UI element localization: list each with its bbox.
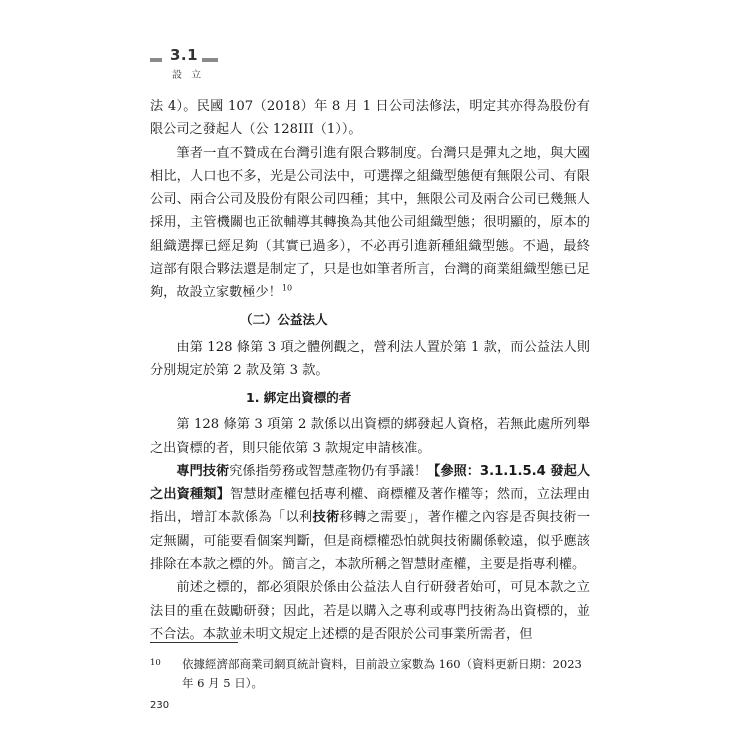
footnote-text: 依據經濟部商業司網頁統計資料，目前設立家數為 160（資料更新日期：2023 年 6 月 5 日）。 bbox=[182, 657, 582, 690]
paragraph-2 bbox=[150, 142, 590, 305]
paragraph-3: 由第 128 條第 3 項之體例觀之，營利法人置於第 1 款，而公益法人則分別規定於第 2 款及第 3 款。 bbox=[150, 339, 590, 378]
paragraph-6: 前述之標的，都必須限於係由公益法人自行研發者始可，可見本款之立法目的重在鼓勵研發；因此，若是以購入之專利或專門技術為出資標的，並不合法。本款並未明文規定上述標的是否限於公司事業所需者，但 bbox=[150, 580, 590, 642]
header-rule-left bbox=[150, 58, 162, 62]
footnote-ref: 10 bbox=[281, 283, 293, 293]
paragraph-5 bbox=[150, 460, 590, 576]
paragraph-2-text: 筆者一直不贊成在台灣引進有限合夥制度。台灣只是彈丸之地，與大國相比，人口也不多，光是公司法中，可選擇之組織型態便有無限公司、有限公司、兩合公司及股份有限公司四種；其中，無限公司及兩合公司已幾無人採用，主管機關也正欲輔導其轉換為其他公司組織型態；很明顯的，原本的組織選擇已經足夠（其實已過多），不必再引進新種組織型態。不過，最終這部有限合夥法還是制定了，只是也如筆者所言，台灣的商業組織型態已足夠，故設立家數極少！ bbox=[150, 145, 590, 301]
footnote bbox=[150, 655, 590, 693]
paragraph-5-text-3: 移轉之需要」，著作權之內容是否與技術一定無關，可能要看個案判斷，但是商標權恐怕就與技術關係較遠，似乎應該排除在本款之標的外。簡言之，本款所稱之智慧財產權，主要是指專利權。 bbox=[150, 510, 591, 573]
footnote-rule bbox=[150, 642, 238, 643]
paragraph-5-text-1: 究係指勞務或智慧產物仍有爭議！ bbox=[229, 463, 428, 479]
header-rule-right bbox=[202, 58, 218, 62]
bold-term-2: 技術 bbox=[312, 510, 340, 526]
footnote-mark: 10 bbox=[150, 658, 161, 668]
section-title: 設 立 bbox=[172, 70, 205, 81]
item-heading: 1. 綁定出資標的者 bbox=[246, 390, 352, 406]
cross-reference: 【參照：3.1.1.5.4 發起人之出資種類】 bbox=[150, 463, 591, 503]
paragraph-1: 法 4）。民國 107（2018）年 8 月 1 日公司法修法，明定其亦得為股份有限公司之發起人（公 128III（1））。 bbox=[150, 99, 590, 138]
body-text bbox=[150, 95, 590, 646]
section-number: 3.1 bbox=[170, 46, 199, 64]
paragraph-4: 第 128 條第 3 項第 2 款係以出資標的綁發起人資格，若無此處所列舉之出資標的者，則只能依第 3 款規定申請核准。 bbox=[150, 417, 590, 456]
page-number: 230 bbox=[150, 700, 170, 711]
bold-term: 專門技術 bbox=[176, 463, 230, 479]
paragraph-5-text-2: 智慧財產權包括專利權、商標權及著作權等；然而，立法理由指出，增訂本款係為「以利 bbox=[150, 487, 591, 526]
subsection-heading: （二）公益法人 bbox=[240, 311, 328, 327]
